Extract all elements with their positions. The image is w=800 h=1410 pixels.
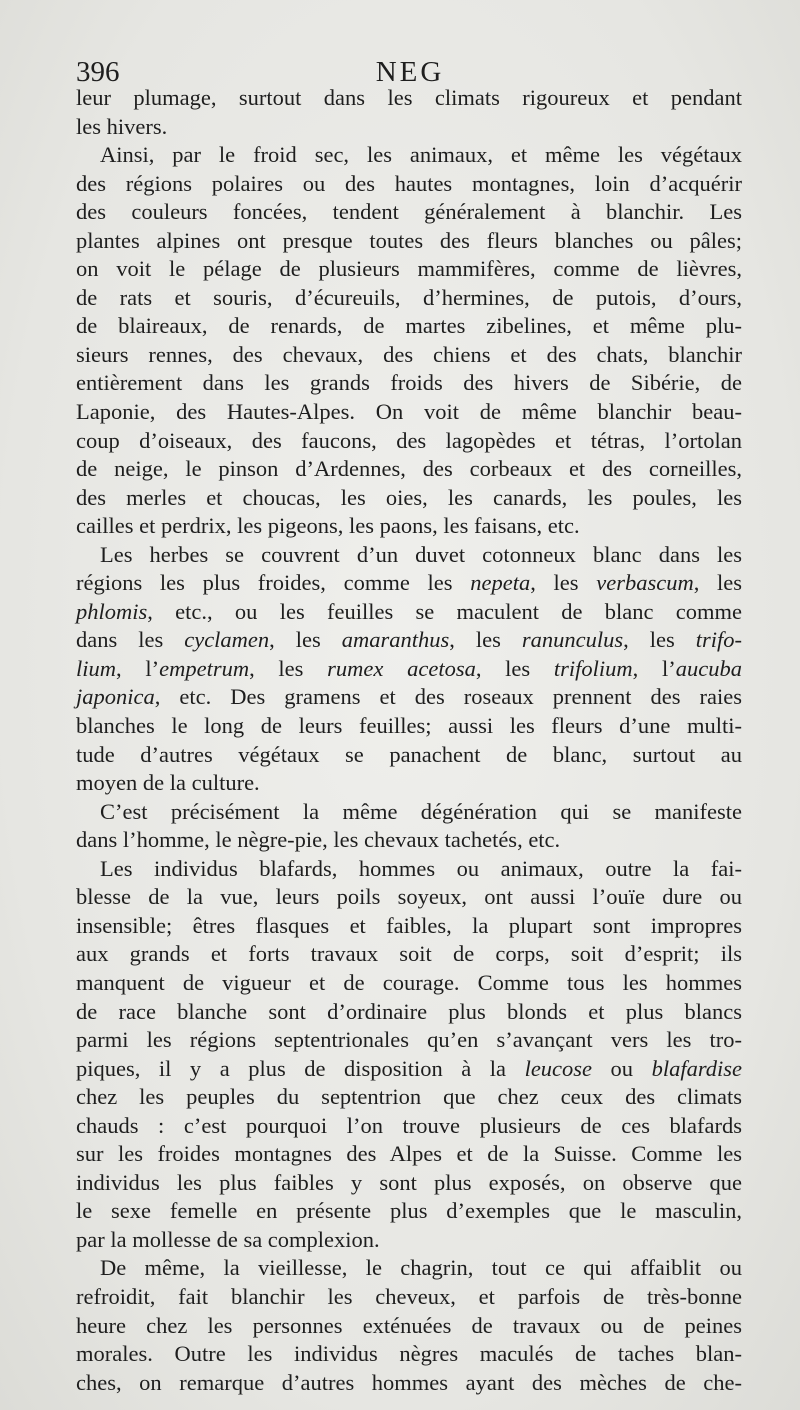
- text-line: [76, 1254, 742, 1283]
- text-line: [76, 541, 742, 570]
- text-line: [76, 1312, 742, 1341]
- text-segment: leur plumage, surtout dans les climats rigoureux et pendant: [76, 85, 742, 110]
- text-line: [76, 626, 742, 655]
- text-line: [76, 969, 742, 998]
- text-segment: , etc. Des gramens et des roseaux prennent des raies: [154, 684, 742, 710]
- text-segment: , les: [530, 570, 597, 596]
- text-segment: chauds : c’est pourquoi l’on trouve plusieurs de ces blafards: [76, 1112, 742, 1138]
- italic-term: empetrum: [159, 655, 250, 681]
- text-segment: de rats et souris, d’écureuils, d’hermines, de putois, d’ours,: [76, 284, 742, 310]
- text-segment: de race blanche sont d’ordinaire plus blonds et plus blancs: [76, 998, 742, 1024]
- page-number: 396: [76, 56, 120, 88]
- text-line: [76, 455, 742, 484]
- text-line: [76, 512, 742, 541]
- text-line: [76, 1140, 742, 1169]
- text-segment: Ainsi, par le froid sec, les animaux, et même les végétaux: [100, 142, 742, 168]
- text-segment: chez les peuples du septentrion que chez ceux des climats: [76, 1084, 742, 1110]
- text-segment: Les individus blafards, hommes ou animaux, outre la fai-: [100, 855, 742, 881]
- text-segment: , l’: [116, 655, 160, 681]
- text-line: [76, 484, 742, 513]
- text-line: [76, 1083, 742, 1112]
- italic-term: lium: [76, 655, 117, 681]
- text-segment: dans l’homme, le nègre-pie, les chevaux tachetés, etc.: [76, 827, 561, 853]
- text-line: [76, 598, 742, 627]
- text-segment: De même, la vieillesse, le chagrin, tout ce qui affaiblit ou: [100, 1255, 742, 1281]
- text-segment: les hivers.: [76, 113, 168, 139]
- italic-term: aucuba: [675, 655, 743, 681]
- text-segment: parmi les régions septentrionales qu’en s’avançant vers les tro-: [76, 1027, 742, 1053]
- text-line: [76, 855, 742, 884]
- text-segment: par la mollesse de sa complexion.: [76, 1226, 380, 1252]
- text-line: [76, 1369, 742, 1398]
- text-segment: heure chez les personnes exténuées de travaux ou de peines: [76, 1312, 742, 1338]
- text-segment: le sexe femelle en présente plus d’exemples que le masculin,: [76, 1198, 742, 1224]
- text-line: [76, 113, 742, 142]
- body-text: [76, 84, 742, 1397]
- text-segment: sieurs rennes, des chevaux, des chiens et des chats, blanchir: [76, 341, 742, 367]
- text-segment: ches, on remarque d’autres hommes ayant des mèches de che-: [76, 1369, 742, 1395]
- text-segment: entièrement dans les grands froids des hivers de Sibérie, de: [76, 370, 742, 396]
- text-line: [76, 769, 742, 798]
- text-segment: aux grands et forts travaux soit de corps, soit d’esprit; ils: [76, 941, 742, 967]
- text-segment: , les: [449, 627, 522, 653]
- text-segment: , les: [249, 655, 328, 681]
- text-segment: , l’: [632, 655, 676, 681]
- text-line: [76, 1340, 742, 1369]
- italic-term: nepeta: [470, 570, 531, 596]
- text-line: [76, 427, 742, 456]
- text-segment: C’est précisément la même dégénération qui se manifeste: [100, 798, 742, 824]
- text-line: [76, 798, 742, 827]
- text-line: [76, 1226, 742, 1255]
- text-segment: des couleurs foncées, tendent généralement à blanchir. Les: [76, 199, 742, 225]
- text-line: [76, 940, 742, 969]
- italic-term: trifo-: [695, 627, 742, 653]
- text-line: [76, 227, 742, 256]
- text-line: [76, 170, 742, 199]
- text-segment: coup d’oiseaux, des faucons, des lagopèdes et tétras, l’ortolan: [76, 427, 742, 453]
- text-line: [76, 198, 742, 227]
- text-segment: Laponie, des Hautes-Alpes. On voit de même blanchir beau-: [76, 399, 742, 425]
- italic-term: verbascum: [596, 570, 694, 596]
- text-segment: morales. Outre les individus nègres maculés de taches blan-: [76, 1341, 742, 1367]
- text-line: [76, 1283, 742, 1312]
- running-head: NEG: [375, 56, 445, 88]
- italic-term: amaranthus: [341, 627, 450, 653]
- text-line: [76, 655, 742, 684]
- italic-term: cyclamen: [184, 627, 270, 653]
- italic-term: phlomis: [76, 598, 148, 624]
- text-line: [76, 741, 742, 770]
- text-line: [76, 1055, 742, 1084]
- text-line: [76, 912, 742, 941]
- text-segment: blanches le long de leurs feuilles; aussi les fleurs d’une multi-: [76, 713, 742, 739]
- text-segment: on voit le pélage de plusieurs mammifères, comme de lièvres,: [76, 256, 742, 282]
- text-segment: , les: [623, 627, 696, 653]
- text-segment: des régions polaires ou des hautes montagnes, loin d’acquérir: [76, 170, 742, 196]
- text-segment: refroidit, fait blanchir les cheveux, et parfois de très-bonne: [76, 1283, 742, 1309]
- text-segment: de blaireaux, de renards, de martes zibelines, et même plu-: [76, 313, 742, 339]
- text-line: [76, 312, 742, 341]
- italic-term: trifolium: [553, 655, 633, 681]
- italic-term: blafardise: [651, 1055, 743, 1081]
- text-line: [76, 1112, 742, 1141]
- text-line: [76, 1197, 742, 1226]
- text-segment: sur les froides montagnes des Alpes et de la Suisse. Comme les: [76, 1141, 742, 1167]
- text-segment: de neige, le pinson d’Ardennes, des corbeaux et des corneilles,: [76, 456, 742, 482]
- text-line: [76, 398, 742, 427]
- italic-term: rumex acetosa: [327, 655, 476, 681]
- text-segment: régions les plus froides, comme les: [76, 570, 471, 596]
- text-segment: plantes alpines ont presque toutes des fleurs blanches ou pâles;: [76, 227, 742, 253]
- text-line: [76, 369, 742, 398]
- text-line: [76, 826, 742, 855]
- text-segment: , les: [475, 655, 554, 681]
- text-segment: , les: [269, 627, 342, 653]
- text-segment: Les herbes se couvrent d’un duvet cotonneux blanc dans les: [100, 541, 742, 567]
- text-segment: individus les plus faibles y sont plus exposés, on observe que: [76, 1169, 742, 1195]
- text-segment: des merles et choucas, les oies, les canards, les poules, les: [76, 484, 742, 510]
- text-segment: ou: [592, 1055, 652, 1081]
- text-line: [76, 712, 742, 741]
- text-segment: manquent de vigueur et de courage. Comme tous les hommes: [76, 969, 742, 995]
- italic-term: ranunculus: [521, 627, 624, 653]
- text-line: [76, 255, 742, 284]
- italic-term: leucose: [524, 1055, 593, 1081]
- text-line: [76, 1026, 742, 1055]
- text-segment: tude d’autres végétaux se panachent de blanc, surtout au: [76, 741, 742, 767]
- text-segment: insensible; êtres flasques et faibles, la plupart sont impropres: [76, 912, 742, 938]
- text-line: [76, 141, 742, 170]
- text-segment: , les: [693, 570, 743, 596]
- text-line: [76, 284, 742, 313]
- text-segment: , etc., ou les feuilles se maculent de blanc comme: [147, 598, 742, 624]
- text-line: [76, 883, 742, 912]
- text-line: [76, 341, 742, 370]
- text-segment: blesse de la vue, leurs poils soyeux, ont aussi l’ouïe dure ou: [76, 884, 742, 910]
- text-line: [76, 683, 742, 712]
- text-line: [76, 84, 742, 113]
- text-line: [76, 569, 742, 598]
- text-segment: dans les: [76, 627, 185, 653]
- text-segment: piques, il y a plus de disposition à la: [76, 1055, 525, 1081]
- text-segment: moyen de la culture.: [76, 770, 260, 796]
- text-line: [76, 998, 742, 1027]
- text-line: [76, 1169, 742, 1198]
- text-segment: cailles et perdrix, les pigeons, les paons, les faisans, etc.: [76, 513, 580, 539]
- italic-term: japonica: [76, 684, 155, 710]
